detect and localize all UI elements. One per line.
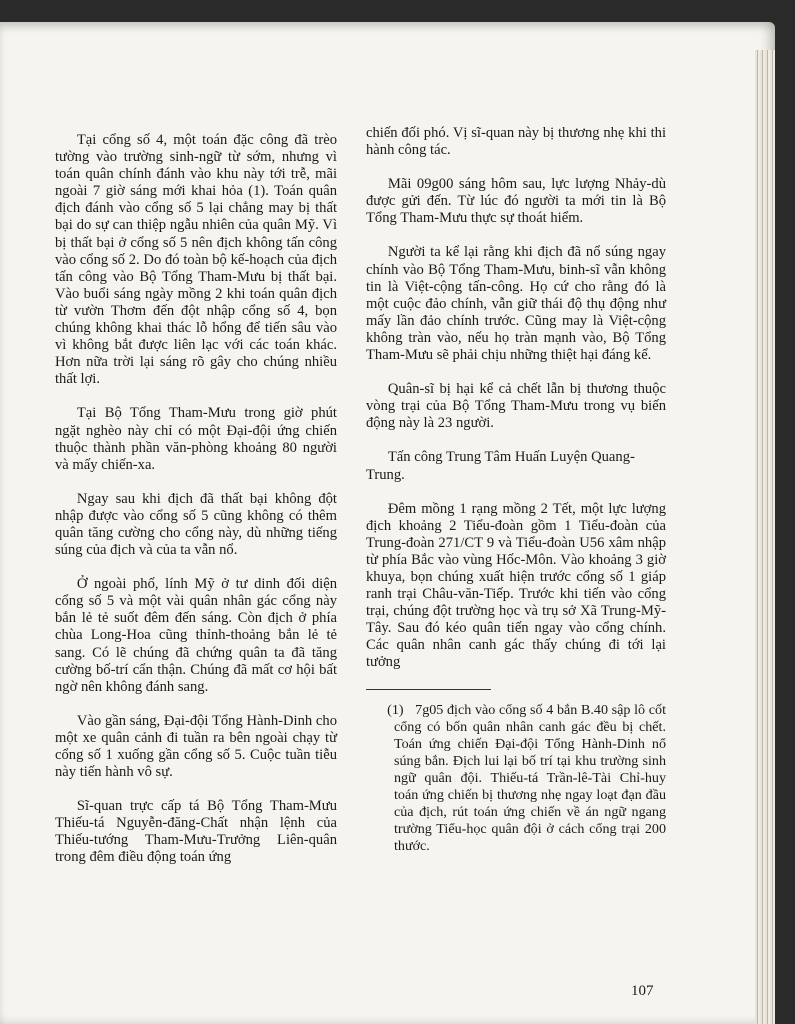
paragraph: Vào gần sáng, Đại-đội Tổng Hành-Dinh cho một xe quân cảnh đi tuần ra bên ngoài chạy từ cổng số 1 xuống gần cổng số 5. Cuộc tuần tiễu này tiến hành vô sự. [55,712,337,781]
paragraph: Ngay sau khi địch đã thất bại không đột nhập được vào cổng số 5 cũng không có thêm quân tăng cường cho cổng này, dù những tiếng súng của địch và của ta vẫn nổ. [55,490,337,559]
footnote-divider [366,689,491,690]
paragraph-continued: chiến đối phó. Vị sĩ-quan này bị thương nhẹ khi thi hành công tác. [366,125,666,159]
page-number: 107 [631,983,654,999]
right-text-column [366,125,666,872]
paragraph: Quân-sĩ bị hại kể cả chết lẫn bị thương thuộc vòng trại của Bộ Tổng Tham-Mưu trong vụ biến động này là 23 người. [366,381,666,432]
footnote-text: 7g05 địch vào cổng số 4 bắn B.40 sập lô cốt cổng có bốn quân nhân canh gác đều bị chết. Toán ứng chiến Đại-đội Tổng Hành-Dinh nổ súng bắn. Địch lui lại bố trí tại khu trường sinh ngữ quân đội. Thiếu-tá Trần-lê-Tài Chỉ-huy toán ứng chiến bị thương nhẹ ngay loạt đạn đầu của địch, rút toán ứng chiến về án ngữ ngang trường Tiểu-học quân đội ở cách cổng trại 200 thước. [394,701,666,855]
paragraph: Sĩ-quan trực cấp tá Bộ Tổng Tham-Mưu Thiếu-tá Nguyễn-đăng-Chất nhận lệnh của Thiếu-tướng Tham-Mưu-Trưởng Liên-quân trong đêm điều động toán ứng [55,798,337,866]
paragraph: Tại Bộ Tổng Tham-Mưu trong giờ phút ngặt nghèo này chỉ có một Đại-đội ứng chiến thuộc thành phần văn-phòng khoảng 80 người và mấy chiến-xa. [55,405,337,473]
paragraph: Mãi 09g00 sáng hôm sau, lực lượng Nhảy-dù được gửi đến. Từ lúc đó người ta mới tin là Bộ Tổng Tham-Mưu thực sự thoát hiểm. [366,176,666,227]
footnote [366,702,666,856]
section-heading: Tấn công Trung Tâm Huấn Luyện Quang-Trung. [366,449,635,483]
page-stack-edge [755,50,775,1024]
book-page [0,22,775,1024]
paragraph: Đêm mồng 1 rạng mồng 2 Tết, một lực lượng địch khoảng 2 Tiểu-đoàn gồm 1 Tiểu-đoàn của Trung-đoàn 271/CT 9 và Tiểu-đoàn U56 xâm nhập từ phía Bắc vào vùng Hốc-Môn. Vào khoảng 3 giờ khuya, bọn chúng xuất hiện trước cổng số 1 giáp ranh trại Châu-văn-Tiếp. Trước khi tiến vào cổng trại, chúng đột trường học và trụ sở Xã Trung-Mỹ-Tây. Sau đó kéo quân tiến ngay vào cổng chính. Các quân nhân canh gác thấy chúng đi tới lại tưởng [366,500,666,671]
paragraph: Tại cổng số 4, một toán đặc công đã trèo tường vào trường sinh-ngữ từ sớm, nhưng vì toán quân chính đánh vào khu này tới trễ, mãi ngoài 7 giờ sáng mới khai hỏa (1). Toán quân địch đánh vào cổng số 5 lại chẳng may bị thất bại do sự can thiệp ngẫu nhiên của quân Mỹ. Vì bị thất bại ở cổng số 5 nên địch không tấn công vào cổng số 2. Do đó toàn bộ kế-hoạch của địch tấn công vào Bộ Tổng Tham-Mưu bị thất bại. Vào buổi sáng ngày mồng 2 khi toán quân địch từ vườn Thơm đến đột nhập cổng số 4, bọn chúng không khai thác lỗ hổng để tiến sâu vào vì không bắt được liên lạc với các toán khác. Hơn nữa trời lại sáng rõ gây cho chúng nhiều thất lợi. [55,132,337,388]
left-text-column [55,132,337,884]
footnote-marker: (1) [387,701,404,718]
paragraph: Ở ngoài phố, lính Mỹ ở tư dinh đối diện cổng số 5 và một vài quân nhân gác cổng này bắn lẻ tẻ suốt đêm đến sáng. Còn địch ở phía chùa Long-Hoa cũng thỉnh-thoảng bắn lẻ tẻ sang. Có lẽ chúng đã chứng quân ta đã tăng cường bố-trí cẩn thận. Chúng đã mất cơ hội bất ngờ nên không đánh sang. [55,576,337,695]
paragraph: Người ta kể lại rằng khi địch đã nổ súng ngay chính vào Bộ Tổng Tham-Mưu, binh-sĩ vẫn không tin là Việt-cộng tấn-công. Họ cứ cho rằng đó là một cuộc đảo chính, vẫn giữ thái độ thụ động như mấy lần đảo chính trước. Cũng may là Việt-cộng không tràn vào, nếu họ tràn mạnh vào, Bộ Tổng Tham-Mưu sẽ phải chịu những thiệt hại đáng kể. [366,244,666,364]
